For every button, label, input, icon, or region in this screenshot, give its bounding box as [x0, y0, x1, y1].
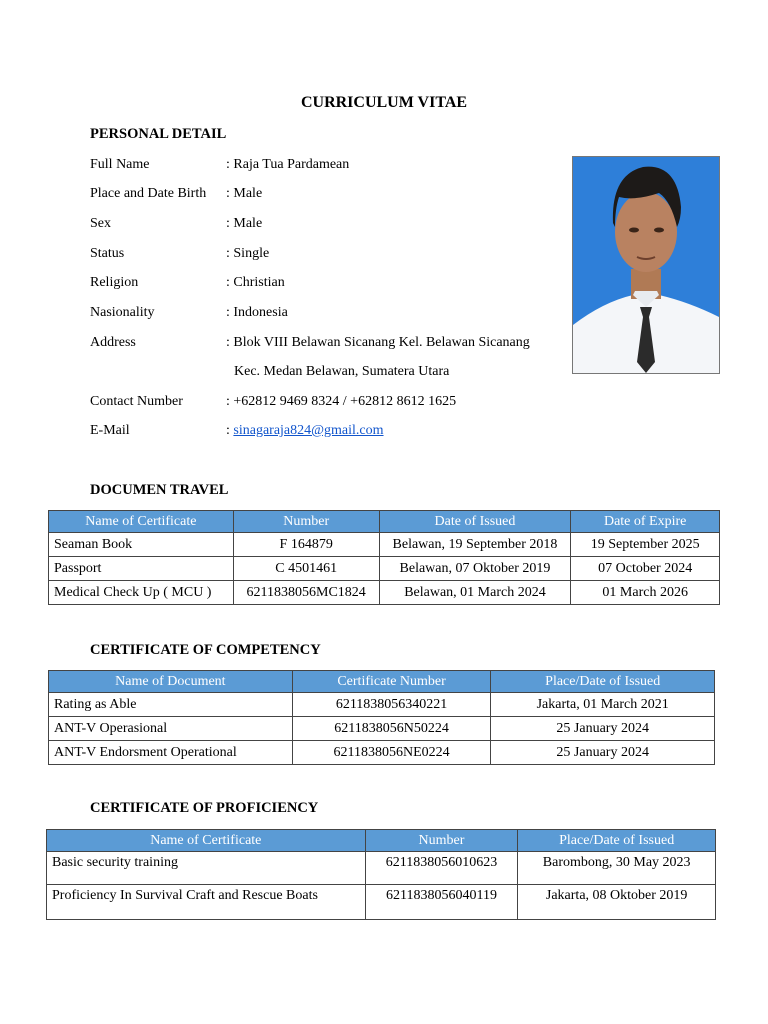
proficiency-table [46, 829, 716, 920]
status-value: : Single [226, 246, 270, 261]
email-prefix: : [226, 423, 230, 438]
table-cell: Belawan, 01 March 2024 [379, 581, 571, 605]
full-name-label: Full Name [90, 157, 150, 172]
address-label: Address [90, 335, 136, 350]
column-header: Name of Certificate [49, 511, 234, 533]
column-header: Name of Certificate [47, 830, 366, 852]
table-row [49, 717, 715, 741]
column-header: Date of Issued [379, 511, 571, 533]
proficiency-heading: CERTIFICATE OF PROFICIENCY [90, 800, 319, 816]
table-row [49, 581, 720, 605]
table-cell: ANT-V Endorsment Operational [49, 741, 293, 765]
column-header: Number [365, 830, 518, 852]
religion-value: : Christian [226, 275, 285, 290]
profile-photo [572, 156, 720, 374]
table-row [49, 693, 715, 717]
status-label: Status [90, 246, 125, 261]
competency-table [48, 670, 715, 765]
sex-value: : Male [226, 216, 263, 231]
table-cell: 01 March 2026 [571, 581, 720, 605]
table-row [49, 533, 720, 557]
email-value [226, 423, 384, 439]
table-cell: 07 October 2024 [571, 557, 720, 581]
contact-number-label: Contact Number [90, 394, 183, 409]
table-cell: 25 January 2024 [491, 717, 715, 741]
table-cell: 6211838056010623 [365, 852, 518, 885]
table-cell: Jakarta, 08 Oktober 2019 [518, 885, 716, 920]
table-cell: 6211838056340221 [292, 693, 491, 717]
table-cell: Proficiency In Survival Craft and Rescue Boats [47, 885, 366, 920]
address-value-line2: Kec. Medan Belawan, Sumatera Utara [234, 364, 450, 379]
table-row [47, 885, 716, 920]
table-cell: Barombong, 30 May 2023 [518, 852, 716, 885]
table-header-row [49, 671, 715, 693]
religion-label: Religion [90, 275, 139, 290]
table-cell: ANT-V Operasional [49, 717, 293, 741]
table-cell: 6211838056N50224 [292, 717, 491, 741]
address-value-line1: : Blok VIII Belawan Sicanang Kel. Belawan Sicanang [226, 335, 530, 350]
table-cell: Jakarta, 01 March 2021 [491, 693, 715, 717]
table-cell: C 4501461 [233, 557, 379, 581]
table-cell: Basic security training [47, 852, 366, 885]
column-header: Certificate Number [292, 671, 491, 693]
column-header: Place/Date of Issued [491, 671, 715, 693]
full-name-value: : Raja Tua Pardamean [226, 157, 350, 172]
sex-label: Sex [90, 216, 111, 231]
email-link[interactable]: sinagaraja824@gmail.com [233, 423, 384, 438]
column-header: Place/Date of Issued [518, 830, 716, 852]
table-cell: 19 September 2025 [571, 533, 720, 557]
table-cell: Rating as Able [49, 693, 293, 717]
table-header-row [49, 511, 720, 533]
table-cell: Belawan, 07 Oktober 2019 [379, 557, 571, 581]
nationality-label: Nasionality [90, 305, 155, 320]
nationality-value: : Indonesia [226, 305, 288, 320]
competency-heading: CERTIFICATE OF COMPETENCY [90, 642, 321, 658]
table-cell: Passport [49, 557, 234, 581]
email-label: E-Mail [90, 423, 130, 438]
birth-value: : Male [226, 186, 263, 201]
document-title: CURRICULUM VITAE [300, 94, 468, 111]
table-cell: 6211838056NE0224 [292, 741, 491, 765]
table-cell: 6211838056MC1824 [233, 581, 379, 605]
birth-label: Place and Date Birth [90, 186, 207, 201]
table-cell: F 164879 [233, 533, 379, 557]
travel-heading: DOCUMEN TRAVEL [90, 482, 229, 498]
table-row [49, 557, 720, 581]
column-header: Date of Expire [571, 511, 720, 533]
column-header: Number [233, 511, 379, 533]
column-header: Name of Document [49, 671, 293, 693]
table-cell: 6211838056040119 [365, 885, 518, 920]
table-cell: Seaman Book [49, 533, 234, 557]
personal-detail-heading: PERSONAL DETAIL [90, 126, 227, 142]
table-header-row [47, 830, 716, 852]
table-cell: 25 January 2024 [491, 741, 715, 765]
table-row [47, 852, 716, 885]
table-cell: Medical Check Up ( MCU ) [49, 581, 234, 605]
contact-number-value: : +62812 9469 8324 / +62812 8612 1625 [226, 394, 457, 409]
table-cell: Belawan, 19 September 2018 [379, 533, 571, 557]
travel-table [48, 510, 720, 605]
table-row [49, 741, 715, 765]
